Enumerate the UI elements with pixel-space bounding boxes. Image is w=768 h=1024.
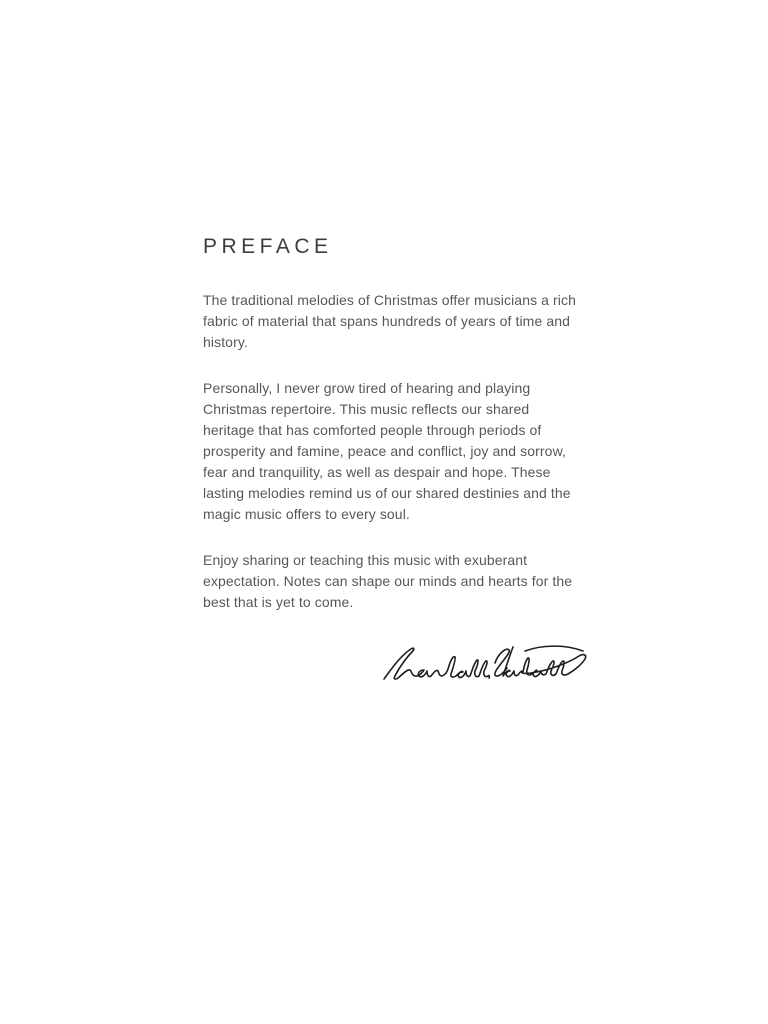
author-signature (379, 638, 591, 690)
preface-paragraph-1: The traditional melodies of Christmas offer musicians a rich fabric of material that spans hundreds of years of time and history. (203, 292, 577, 350)
preface-paragraph-3: Enjoy sharing or teaching this music with exuberant expectation. Notes can shape our minds and hearts for the best that is yet to come. (203, 552, 573, 610)
page-title: PREFACE (203, 235, 333, 258)
preface-paragraph-2: Personally, I never grow tired of hearing and playing Christmas repertoire. This music reflects our shared heritage that has comforted people through periods of prosperity and famine, peace and conflict, joy and sorrow, fear and tranquility, as well as despair and hope. These lasting melodies remind us of our shared destinies and the magic music offers to every soul. (203, 380, 571, 522)
preface-content (203, 233, 581, 690)
signature-block (203, 638, 591, 690)
